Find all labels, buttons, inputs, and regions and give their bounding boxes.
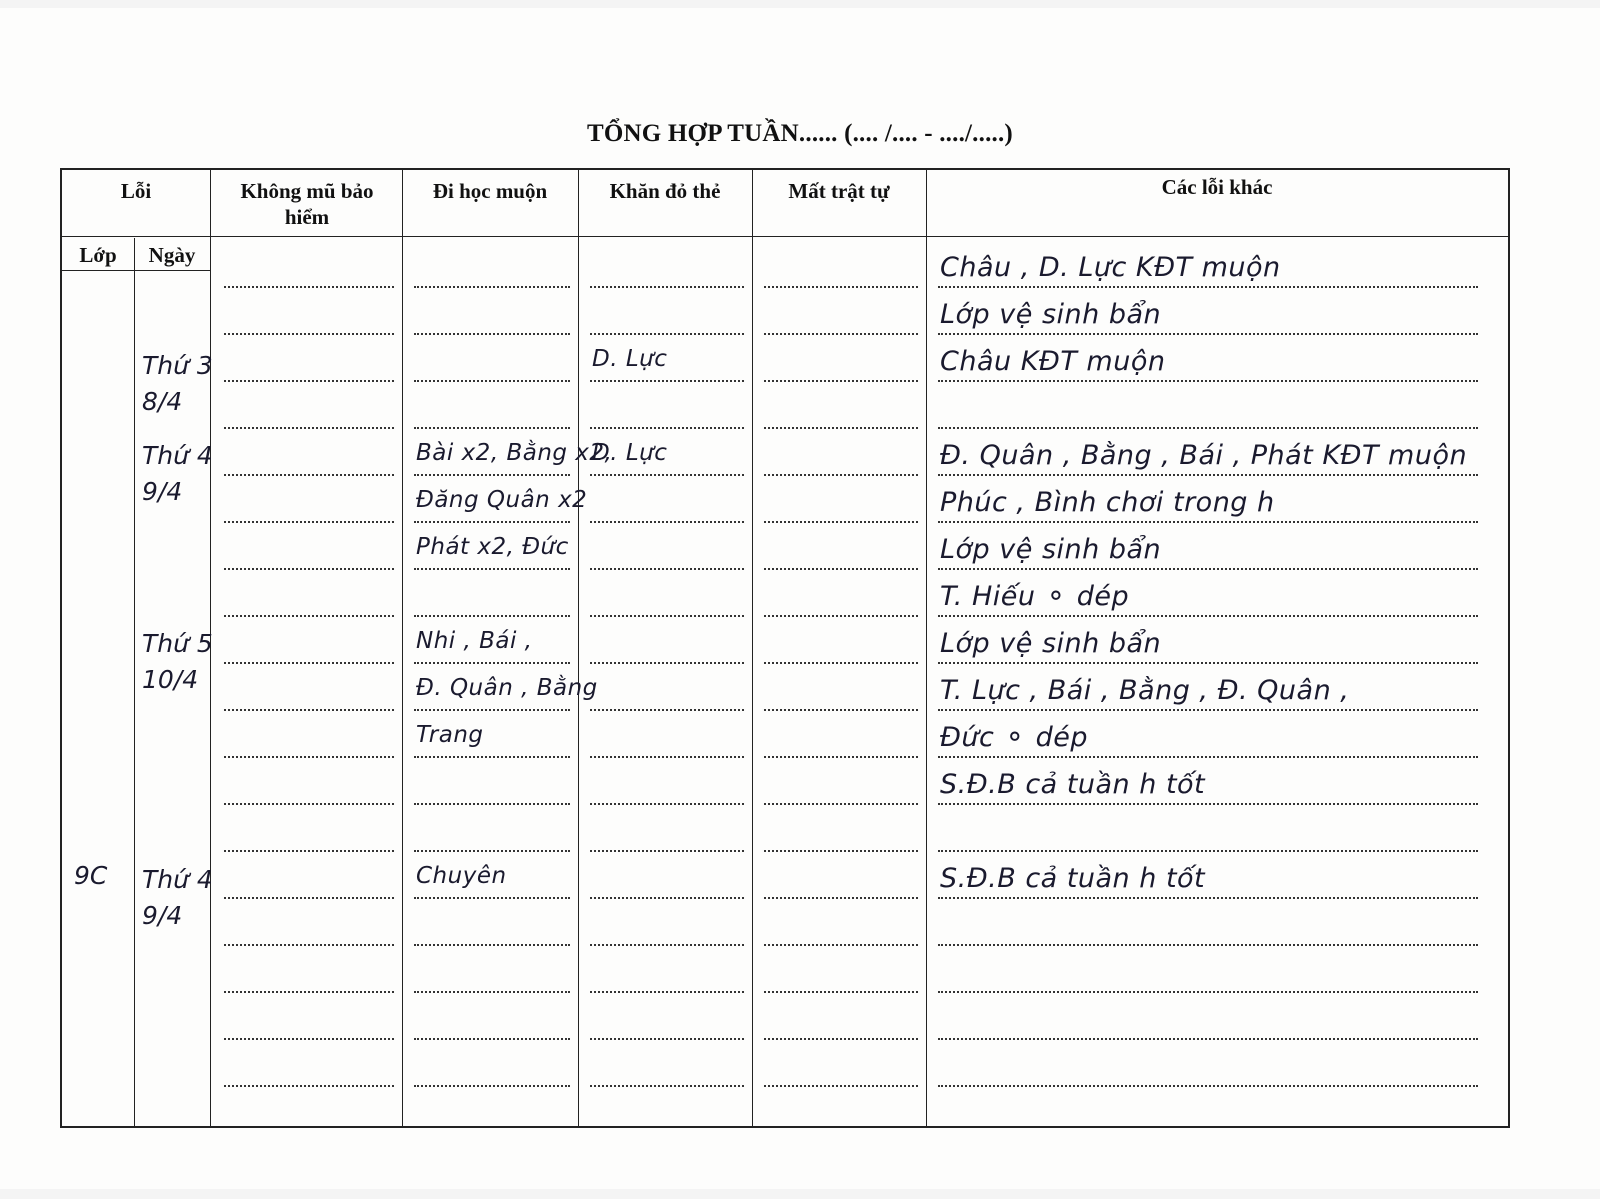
dotted-entry-line	[224, 991, 394, 993]
dotted-entry-line	[938, 474, 1478, 476]
dotted-entry-line	[764, 709, 918, 711]
dotted-entry-line	[590, 615, 744, 617]
dotted-entry-line	[590, 662, 744, 664]
handwritten-entry: Châu KĐT muộn	[940, 346, 1166, 377]
dotted-entry-line	[224, 709, 394, 711]
handwritten-entry: Phát x2, Đức	[416, 534, 569, 560]
dotted-entry-line	[764, 615, 918, 617]
dotted-entry-line	[938, 756, 1478, 758]
dotted-entry-line	[224, 1085, 394, 1087]
day-label: Thứ 4 9/4	[142, 441, 213, 506]
dotted-entry-line	[414, 521, 570, 523]
handwritten-entry: Đức ⚬ dép	[940, 722, 1089, 753]
handwritten-entry: T. Hiếu ⚬ dép	[940, 581, 1130, 612]
dotted-entry-line	[938, 709, 1478, 711]
handwritten-entry: Trang	[416, 722, 484, 748]
dotted-entry-line	[764, 756, 918, 758]
dotted-entry-line	[764, 944, 918, 946]
dotted-entry-line	[938, 803, 1478, 805]
handwritten-entry: Đ. Quân , Bằng	[416, 675, 598, 701]
dotted-entry-line	[764, 521, 918, 523]
dotted-entry-line	[590, 944, 744, 946]
col-divider	[578, 170, 579, 1126]
dotted-entry-line	[764, 1038, 918, 1040]
handwritten-entry: Bài x2, Bằng x2,	[416, 440, 613, 466]
dotted-entry-line	[590, 427, 744, 429]
col-divider-lop-ngay	[134, 238, 135, 1126]
dotted-entry-line	[414, 944, 570, 946]
dotted-entry-line	[414, 380, 570, 382]
handwritten-entry: S.Đ.B cả tuần h tốt	[940, 769, 1206, 800]
dotted-entry-line	[224, 944, 394, 946]
dotted-entry-line	[938, 380, 1478, 382]
dotted-entry-line	[224, 615, 394, 617]
dotted-entry-line	[764, 568, 918, 570]
dotted-entry-line	[224, 333, 394, 335]
handwritten-entry: Châu , D. Lực KĐT muộn	[940, 252, 1281, 283]
dotted-entry-line	[938, 521, 1478, 523]
dotted-entry-line	[590, 897, 744, 899]
dotted-entry-line	[590, 333, 744, 335]
handwritten-entry: Lớp vệ sinh bẩn	[940, 299, 1162, 330]
dotted-entry-line	[764, 850, 918, 852]
dotted-entry-line	[938, 568, 1478, 570]
handwritten-entry: Chuyên	[416, 863, 507, 889]
dotted-entry-line	[590, 756, 744, 758]
dotted-entry-line	[414, 333, 570, 335]
handwritten-entry: Lớp vệ sinh bẩn	[940, 534, 1162, 565]
scanned-page	[0, 8, 1600, 1189]
col-divider	[926, 170, 927, 1126]
dotted-entry-line	[414, 1038, 570, 1040]
dotted-entry-line	[224, 662, 394, 664]
dotted-entry-line	[224, 521, 394, 523]
dotted-entry-line	[224, 897, 394, 899]
dotted-entry-line	[590, 991, 744, 993]
header-mat-trat-tu: Mất trật tự	[788, 179, 890, 203]
dotted-entry-line	[414, 897, 570, 899]
dotted-entry-line	[414, 803, 570, 805]
dotted-entry-line	[414, 474, 570, 476]
header-divider-left	[62, 236, 210, 237]
dotted-entry-line	[938, 944, 1478, 946]
dotted-entry-line	[224, 756, 394, 758]
class-label: 9C	[74, 861, 108, 890]
day-label: Thứ 4 9/4	[142, 865, 213, 930]
handwritten-entry: T. Lực , Bái , Bằng , Đ. Quân ,	[940, 675, 1350, 706]
dotted-entry-line	[590, 521, 744, 523]
day-label: Thứ 3 8/4	[142, 351, 213, 416]
handwritten-entry: Lớp vệ sinh bẩn	[940, 628, 1162, 659]
dotted-entry-line	[938, 333, 1478, 335]
dotted-entry-line	[764, 333, 918, 335]
header-di-hoc-muon: Đi học muộn	[432, 179, 548, 203]
dotted-entry-line	[590, 286, 744, 288]
dotted-entry-line	[224, 286, 394, 288]
dotted-entry-line	[414, 662, 570, 664]
dotted-entry-line	[764, 380, 918, 382]
dotted-entry-line	[764, 427, 918, 429]
header-lop: Lớp	[79, 243, 117, 267]
header-loi: Lỗi	[120, 179, 152, 203]
dotted-entry-line	[938, 427, 1478, 429]
form-title: TỔNG HỢP TUẦN...... (.... /.... - ..../.....)	[587, 120, 1013, 147]
dotted-entry-line	[764, 991, 918, 993]
dotted-entry-line	[414, 991, 570, 993]
handwritten-entry: Nhi , Bái ,	[416, 628, 533, 654]
handwritten-entry: Đ. Quân , Bằng , Bái , Phát KĐT muộn	[940, 440, 1468, 471]
dotted-entry-line	[414, 709, 570, 711]
dotted-entry-line	[764, 662, 918, 664]
dotted-entry-line	[938, 286, 1478, 288]
header-cac-loi-khac: Các lỗi khác	[1161, 175, 1273, 199]
day-label: Thứ 5 10/4	[142, 629, 213, 694]
dotted-entry-line	[414, 427, 570, 429]
dotted-entry-line	[590, 1085, 744, 1087]
header-khong-mu: Không mũ bảo hiểm	[240, 179, 374, 229]
dotted-entry-line	[938, 662, 1478, 664]
dotted-entry-line	[938, 991, 1478, 993]
dotted-entry-line	[764, 474, 918, 476]
dotted-entry-line	[764, 803, 918, 805]
dotted-entry-line	[590, 474, 744, 476]
dotted-entry-line	[224, 1038, 394, 1040]
summary-table	[60, 168, 1510, 1128]
dotted-entry-line	[414, 568, 570, 570]
dotted-entry-line	[764, 286, 918, 288]
dotted-entry-line	[764, 897, 918, 899]
handwritten-entry: D. Lực	[592, 440, 668, 466]
dotted-entry-line	[938, 1085, 1478, 1087]
dotted-entry-line	[938, 1038, 1478, 1040]
dotted-entry-line	[414, 615, 570, 617]
handwritten-entry: Phúc , Bình chơi trong h	[940, 487, 1275, 518]
handwritten-entry: D. Lực	[592, 346, 668, 372]
dotted-entry-line	[414, 1085, 570, 1087]
header-ngay: Ngày	[148, 243, 196, 267]
col-divider	[402, 170, 403, 1126]
dotted-entry-line	[414, 286, 570, 288]
dotted-entry-line	[224, 427, 394, 429]
dotted-entry-line	[590, 709, 744, 711]
dotted-entry-line	[224, 568, 394, 570]
dotted-entry-line	[414, 756, 570, 758]
header-khan-do-the: Khăn đỏ thẻ	[609, 179, 721, 203]
dotted-entry-line	[764, 1085, 918, 1087]
dotted-entry-line	[590, 803, 744, 805]
header-divider	[210, 236, 1508, 237]
handwritten-entry: S.Đ.B cả tuần h tốt	[940, 863, 1206, 894]
dotted-entry-line	[938, 615, 1478, 617]
dotted-entry-line	[414, 850, 570, 852]
dotted-entry-line	[590, 1038, 744, 1040]
dotted-entry-line	[590, 568, 744, 570]
handwritten-entry: Đăng Quân x2	[416, 487, 588, 513]
dotted-entry-line	[224, 380, 394, 382]
dotted-entry-line	[938, 897, 1478, 899]
dotted-entry-line	[590, 850, 744, 852]
dotted-entry-line	[938, 850, 1478, 852]
dotted-entry-line	[590, 380, 744, 382]
col-divider	[752, 170, 753, 1126]
dotted-entry-line	[224, 850, 394, 852]
dotted-entry-line	[224, 803, 394, 805]
dotted-entry-line	[224, 474, 394, 476]
lop-ngay-divider	[62, 270, 210, 271]
